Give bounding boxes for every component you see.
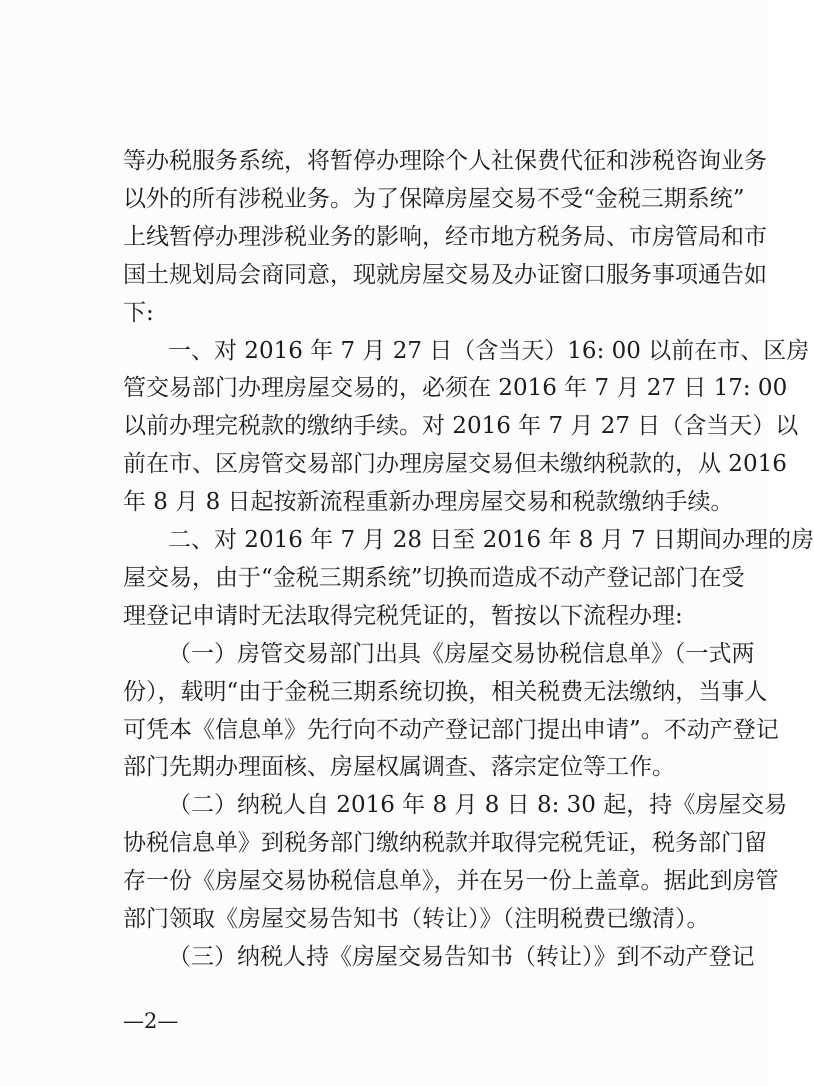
text-line: 上线暂停办理涉税业务的影响，经市地方税务局、市房管局和市: [123, 224, 767, 250]
text-line: 部门领取《房屋交易告知书（转让）》（注明税费已缴清）。: [123, 906, 710, 932]
text-line: 存一份《房屋交易协税信息单》，并在另一份上盖章。据此到房管: [123, 868, 779, 894]
text-line: 以前办理完税款的缴纳手续。对 2016 年 7 月 27 日（含当天）以: [123, 413, 799, 439]
item-3-first-line: （三）纳税人持《房屋交易告知书（转让）》到不动产登记: [168, 944, 755, 970]
text-line: 可凭本《信息单》先行向不动产登记部门提出申请”。不动产登记: [123, 717, 779, 743]
text-line: 屋交易，由于“金税三期系统”切换而造成不动产登记部门在受: [123, 565, 745, 591]
text-line: 以外的所有涉税业务。为了保障房屋交易不受“金税三期系统”: [123, 186, 745, 212]
text-line: 国土规划局会商同意，现就房屋交易及办证窗口服务事项通告如: [123, 262, 767, 288]
paragraph-1-first-line: 一、对 2016 年 7 月 27 日（含当天）16: 00 以前在市、区房: [168, 338, 810, 364]
text-line: 下:: [123, 300, 154, 326]
text-line: 理登记申请时无法取得完税凭证的，暂按以下流程办理:: [123, 603, 683, 629]
text-line: 年 8 月 8 日起按新流程重新办理房屋交易和税款缴纳手续。: [123, 489, 734, 515]
item-2-first-line: （二）纳税人自 2016 年 8 月 8 日 8: 30 起，持《房屋交易: [168, 792, 788, 818]
text-line: 部门先期办理面核、房屋权属调查、落宗定位等工作。: [123, 754, 675, 780]
text-line: 等办税服务系统，将暂停办理除个人社保费代征和涉税咨询业务: [123, 148, 767, 174]
paragraph-2-first-line: 二、对 2016 年 7 月 28 日至 2016 年 8 月 7 日期间办理的房: [168, 527, 814, 553]
text-line: 协税信息单》到税务部门缴纳税款并取得完税凭证，税务部门留: [123, 830, 767, 856]
text-line: 前在市、区房管交易部门办理房屋交易但未缴纳税款的，从 2016: [123, 451, 787, 477]
page-number: —2—: [123, 1009, 179, 1033]
text-line: 份），载明“由于金税三期系统切换，相关税费无法缴纳，当事人: [123, 679, 768, 705]
text-line: 管交易部门办理房屋交易的，必须在 2016 年 7 月 27 日 17: 00: [123, 375, 788, 401]
item-1-first-line: （一）房管交易部门出具《房屋交易协税信息单》（一式两: [168, 641, 755, 667]
